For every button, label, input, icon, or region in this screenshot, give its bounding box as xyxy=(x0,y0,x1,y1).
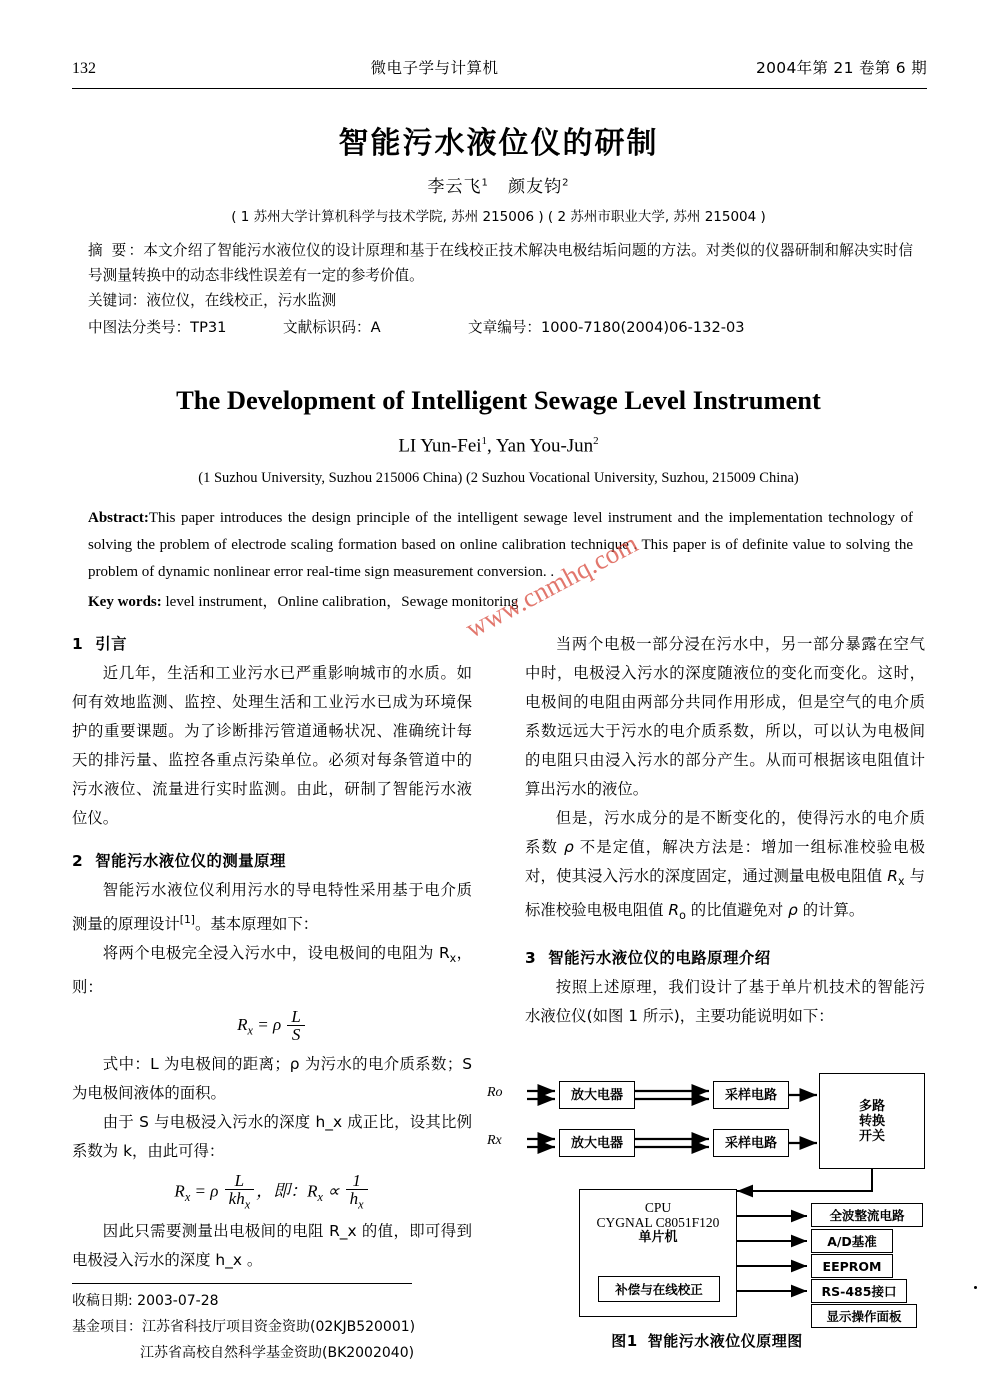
figure-box-cpu xyxy=(579,1189,737,1317)
english-author-2: , Yan You-Jun xyxy=(487,435,594,457)
chinese-author-1-sup: 1 xyxy=(481,177,489,189)
chinese-author-2-sup: 2 xyxy=(562,177,570,189)
watermark: www.cnmhq.com xyxy=(460,527,643,644)
fund-value: ：江苏省科技厅项目资金资助(02KJB520001) xyxy=(128,1319,416,1335)
section-2-paragraph-5: 因此只需要测量出电极间的电阻 R_x 的值，即可得到电极浸入污水的深度 h_x 。 xyxy=(72,1221,472,1269)
chinese-keywords-label: 关键词 xyxy=(88,292,132,309)
figure-label-ro: Ro xyxy=(487,1085,503,1100)
chinese-abstract-label: 摘 要 xyxy=(88,242,129,259)
section-3-title: 智能污水液位仪的电路原理介绍 xyxy=(548,949,771,968)
chinese-keywords xyxy=(88,288,913,313)
figure-box-eeprom: EEPROM xyxy=(811,1254,893,1278)
figure-label-rx: Rx xyxy=(487,1133,502,1148)
right-paragraph-2: 但是，污水成分的是不断变化的，使得污水的电介质系数 ρ 不是定值，解决方法是：增加一组标准校验电极对，使其浸入污水的深度固定，通过测量电极电阻值 $R_x$ 与标准校验电极电阻值 $R_o$ 的比值避免对 ρ 的计算。 xyxy=(525,809,925,923)
english-keywords xyxy=(88,589,913,616)
fund-line-2: 江苏省高校自然科学基金资助(BK2002040) xyxy=(140,1345,415,1361)
received-label: 收稿日期 xyxy=(72,1293,128,1309)
fund-label: 基金项目 xyxy=(72,1319,128,1335)
section-3-paragraph-1: 按照上述原理，我们设计了基于单片机技术的智能污水液位仪(如图 1 所示)，主要功能说明如下： xyxy=(525,978,925,1026)
english-abstract-label: Abstract: xyxy=(88,510,149,526)
document-code: 文献标识码：A xyxy=(283,319,381,336)
chinese-meta-line xyxy=(88,315,913,340)
english-keywords-text: level instrument，Online calibration，Sewage monitoring xyxy=(165,594,519,610)
figure-box-cpu-line1: CPU xyxy=(644,1200,672,1215)
section-2-paragraph-1-end: 。基本原理如下： xyxy=(195,915,319,934)
chinese-abstract-block xyxy=(88,238,913,340)
english-author-1: LI Yun-Fei xyxy=(398,435,482,457)
chinese-author-2: 颜友钧 xyxy=(508,177,563,197)
section-2-paragraph-4: 由于 S 与电极浸入污水的深度 h_x 成正比，设其比例系数为 k，由此可得： xyxy=(72,1112,472,1160)
section-2-paragraph-3: 式中：L 为电极间的距离；ρ 为污水的电介质系数；S 为电极间液体的面积。 xyxy=(72,1054,472,1102)
chinese-abstract xyxy=(88,238,913,288)
clc-number: 中图法分类号：TP31 xyxy=(88,319,227,336)
figure-box-rectifier: 全波整流电路 xyxy=(811,1203,923,1227)
formula-2: $R_x = \rho$ $\frac{L}{kh_x}$ ，即：$R_x$ ∝ $\frac{1}{h_x}$ xyxy=(72,1172,472,1213)
figure-caption-text: 智能污水液位仪原理图 xyxy=(647,1332,803,1350)
article-id: 文章编号：1000-7180(2004)06-132-03 xyxy=(468,319,745,336)
section-1-title: 引言 xyxy=(95,635,128,653)
chinese-abstract-text: ：本文介绍了智能污水液位仪的设计原理和基于在线校正技术解决电极结垢问题的方法。对类似的仪器研制和解决实时信号测量转换中的动态非线性误差有一定的参考价值。 xyxy=(88,242,913,284)
sub-x-1: x xyxy=(449,952,457,966)
page-number: 132 xyxy=(72,60,96,77)
section-1-heading xyxy=(72,630,472,659)
figure-box-ad-reference: A/D基准 xyxy=(811,1229,893,1253)
figure-box-compensation: 补偿与在线校正 xyxy=(598,1276,720,1302)
section-2-paragraph-1 xyxy=(72,876,472,939)
section-3-number: 3 xyxy=(525,949,537,968)
footnote-block xyxy=(72,1288,492,1366)
figure-box-cpu-line2: CYGNAL C8051F120 xyxy=(596,1215,720,1230)
english-author-1-sup: 1 xyxy=(481,435,488,447)
english-affiliation: (1 Suzhou University, Suzhou 215006 China) (2 Suzhou Vocational University, Suzhou, 215009 China) xyxy=(198,470,799,486)
figure-box-amplifier-2: 放大电器 xyxy=(559,1129,635,1157)
right-column xyxy=(525,630,925,1031)
section-2-paragraph-2 xyxy=(72,939,472,1002)
chinese-affiliation: ( 1 苏州大学计算机科学与技术学院, 苏州 215006 ) ( 2 苏州市职业大学, 苏州 215004 ) xyxy=(231,209,766,225)
english-abstract xyxy=(88,505,913,586)
left-column xyxy=(72,630,472,1275)
margin-dot xyxy=(974,1286,977,1289)
reference-marker-1: [1] xyxy=(179,913,195,926)
english-author-2-sup: 2 xyxy=(593,435,599,447)
figure-box-display-panel: 显示操作面板 xyxy=(811,1304,917,1328)
figure-box-rs485: RS-485接口 xyxy=(811,1279,907,1303)
english-authors xyxy=(0,435,997,457)
issue-info: 2004年第 21 卷第 6 期 xyxy=(755,59,927,77)
figure-box-multiplexer-label: 多路 转换 开关 xyxy=(858,1098,885,1144)
figure-box-amplifier-1: 放大电器 xyxy=(559,1081,635,1109)
formula-1: $R_x = \rho$ $\frac{L}{S}$ xyxy=(72,1008,472,1045)
right-paragraph-1: 当两个电极一部分浸在污水中，另一部分暴露在空气中时，电极浸入污水的深度随液位的变化而变化。这时，电极间的电阻由两部分共同作用形成，但是空气的电介质系数远远大于污水的电介质系数，所以，可以认为电极间的电阻只由浸入污水的部分产生。从而可根据该电阻值计算出污水的液位。 xyxy=(525,635,925,798)
section-1-number: 1 xyxy=(72,635,84,653)
chinese-author-1: 李云飞 xyxy=(427,177,482,197)
section-2-paragraph-1-text: 智能污水液位仪利用污水的导电特性采用基于电介质测量的原理设计 xyxy=(72,881,472,934)
section-2-number: 2 xyxy=(72,852,84,870)
section-3-heading xyxy=(525,944,925,973)
chinese-title: 智能污水液位仪的研制 xyxy=(338,126,659,161)
fund-line-1 xyxy=(72,1314,492,1340)
figure-caption-number: 图1 xyxy=(611,1332,638,1350)
received-date xyxy=(72,1288,492,1314)
figure-box-multiplexer xyxy=(819,1073,925,1169)
section-2-heading xyxy=(72,847,472,876)
figure-caption xyxy=(487,1330,927,1351)
section-2-paragraph-2-text: 将两个电极完全浸入污水中，设电极间的电阻为 R xyxy=(102,944,450,963)
section-1-paragraph-1: 近几年，生活和工业污水已严重影响城市的水质。如何有效地监测、监控、处理生活和工业污水已成为环境保护的重要课题。为了诊断排污管道通畅状况、准确统计每天的排污量、监控各重点污染单位。必须对每条管道中的污水液位、流量进行实时监测。由此，研制了智能污水液位仪。 xyxy=(72,664,472,827)
english-abstract-block xyxy=(88,505,913,616)
chinese-keywords-text: ：液位仪，在线校正，污水监测 xyxy=(131,292,337,309)
section-2-title: 智能污水液位仪的测量原理 xyxy=(95,852,286,870)
footnote-rule xyxy=(72,1283,412,1284)
journal-title: 微电子学与计算机 xyxy=(370,59,499,77)
received-value: : 2003-07-28 xyxy=(128,1293,219,1309)
chinese-authors xyxy=(0,172,997,197)
figure-box-sampling-1: 采样电路 xyxy=(713,1081,789,1109)
english-abstract-text: This paper introduces the design principle of the intelligent sewage level instrument and the implementation technology of solving the problem of electrode scaling formation based on online calibration technique . This paper is of definite value to solving the problem of dynamic nonlinear error real-time sign measurement conversion. . xyxy=(88,510,913,580)
figure-box-cpu-line3: 单片机 xyxy=(638,1230,678,1245)
figure-box-sampling-2: 采样电路 xyxy=(713,1129,789,1157)
header-rule xyxy=(72,88,927,89)
figure-1 xyxy=(487,1073,927,1323)
english-keywords-label: Key words: xyxy=(88,594,162,610)
english-title: The Development of Intelligent Sewage Level Instrument xyxy=(176,385,821,415)
running-header xyxy=(72,56,927,78)
section-2-paragraph-2-end: ，则： xyxy=(72,944,472,997)
